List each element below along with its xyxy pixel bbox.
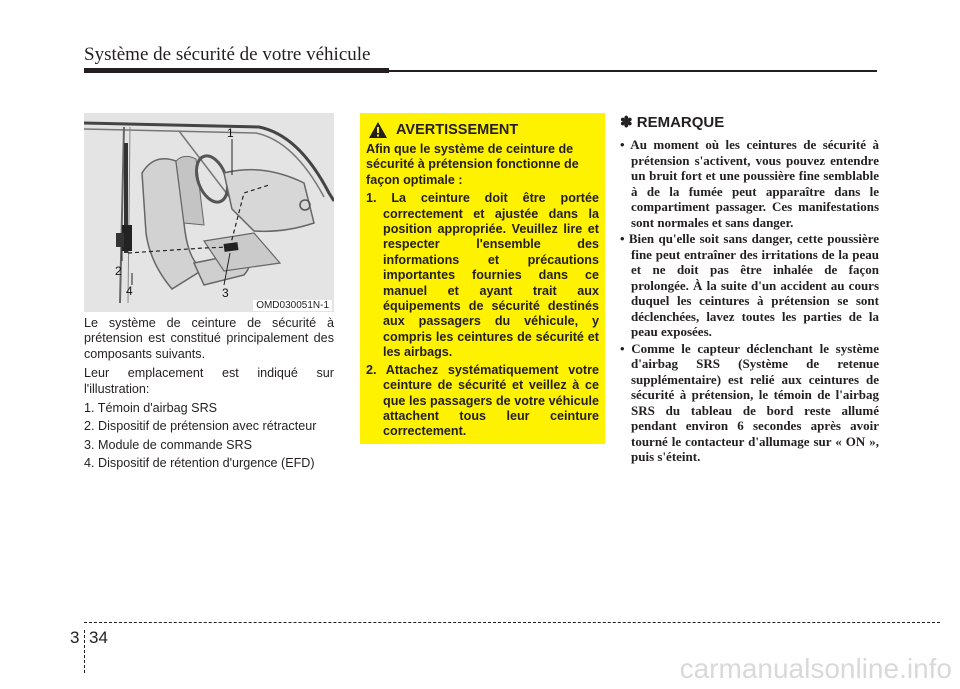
footer-rule xyxy=(84,622,940,623)
header-rule-thin xyxy=(389,70,877,72)
intro-column xyxy=(84,316,334,475)
remark-section xyxy=(620,113,879,466)
component-item: 1. Témoin d'airbag SRS xyxy=(84,401,218,416)
warning-title: AVERTISSEMENT xyxy=(396,122,519,138)
warning-triangle-icon xyxy=(368,121,388,139)
remark-title: ✽ REMARQUE xyxy=(620,114,725,131)
warning-box xyxy=(360,113,605,444)
page-header-title: Système de sécurité de votre véhicule xyxy=(84,44,371,65)
component-list xyxy=(84,401,334,472)
car-interior-drawing xyxy=(84,113,334,312)
watermark: carmanualsonline.info xyxy=(679,653,952,684)
callout-3: 3 xyxy=(222,286,229,300)
callout-1: 1 xyxy=(227,126,234,140)
remark-item: • Comme le capteur déclenchant le système d'airbag SRS (Système de retenue supplémentaire) est relié aux ceintures de sécurité à prétension, le témoin de l'airbag SRS du tableau de bord reste allumé pendant environ 6 secondes après avoir tourné le contacteur d'allumage sur « ON », puis s'éteint. xyxy=(620,340,879,464)
remark-item: • Au moment où les ceintures de sécurité à prétension s'activent, vous pouvez entendre un bruit fort et une poussière fine semblable à de la fumée peut apparaître dans le compartiment passager. Ces manifestations sont normales et sans danger. xyxy=(620,137,879,230)
callout-2: 2 xyxy=(115,264,122,278)
location-paragraph: Leur emplacement est indiqué sur l'illustration: xyxy=(84,366,334,396)
callout-4: 4 xyxy=(126,284,133,298)
warning-item: 1. La ceinture doit être portée correctement et ajustée dans la position appropriée. Veuillez lire et respecter l'ensemble des informations et précautions importantes fournies dans ce manuel et ayant trait aux équipements de sécurité destinés aux passagers du véhicule, y compris les ceintures de sécurité et les airbags. xyxy=(366,191,599,360)
remark-item: • Bien qu'elle soit sans danger, cette poussière fine peut entraîner des irritations de la peau et ne doit pas être inhalée de façon prolongée. À la suite d'un accident au cours duquel les ceintures à prétension se sont déclenchées, lavez toutes les parties de la peau exposées. xyxy=(620,231,879,339)
remark-list xyxy=(620,137,879,465)
component-item: 4. Dispositif de rétention d'urgence (EFD) xyxy=(84,456,315,471)
page-number: 34 xyxy=(89,628,108,647)
footer-separator xyxy=(84,630,85,673)
warning-header xyxy=(366,121,599,139)
warning-item: 2. Attachez systématiquement votre ceinture de sécurité et veillez à ce que les passagers de votre véhicule attachent tous leur ceinture correctement. xyxy=(366,362,599,439)
warning-lead: Afin que le système de ceinture de sécurité à prétension fonctionne de façon optimale : xyxy=(366,142,579,187)
component-item: 3. Module de commande SRS xyxy=(84,437,253,452)
figure-code: OMD030051N-1 xyxy=(253,300,332,311)
warning-list xyxy=(366,191,599,440)
chapter-number: 3 xyxy=(70,628,80,647)
component-item: 2. Dispositif de prétension avec rétracteur xyxy=(84,419,317,434)
intro-paragraph: Le système de ceinture de sécurité à prétension est constitué principalement des composants suivants. xyxy=(84,316,334,361)
warning-body xyxy=(366,142,599,440)
header-rule-thick xyxy=(84,68,389,73)
pretensioner-illustration xyxy=(84,113,334,312)
